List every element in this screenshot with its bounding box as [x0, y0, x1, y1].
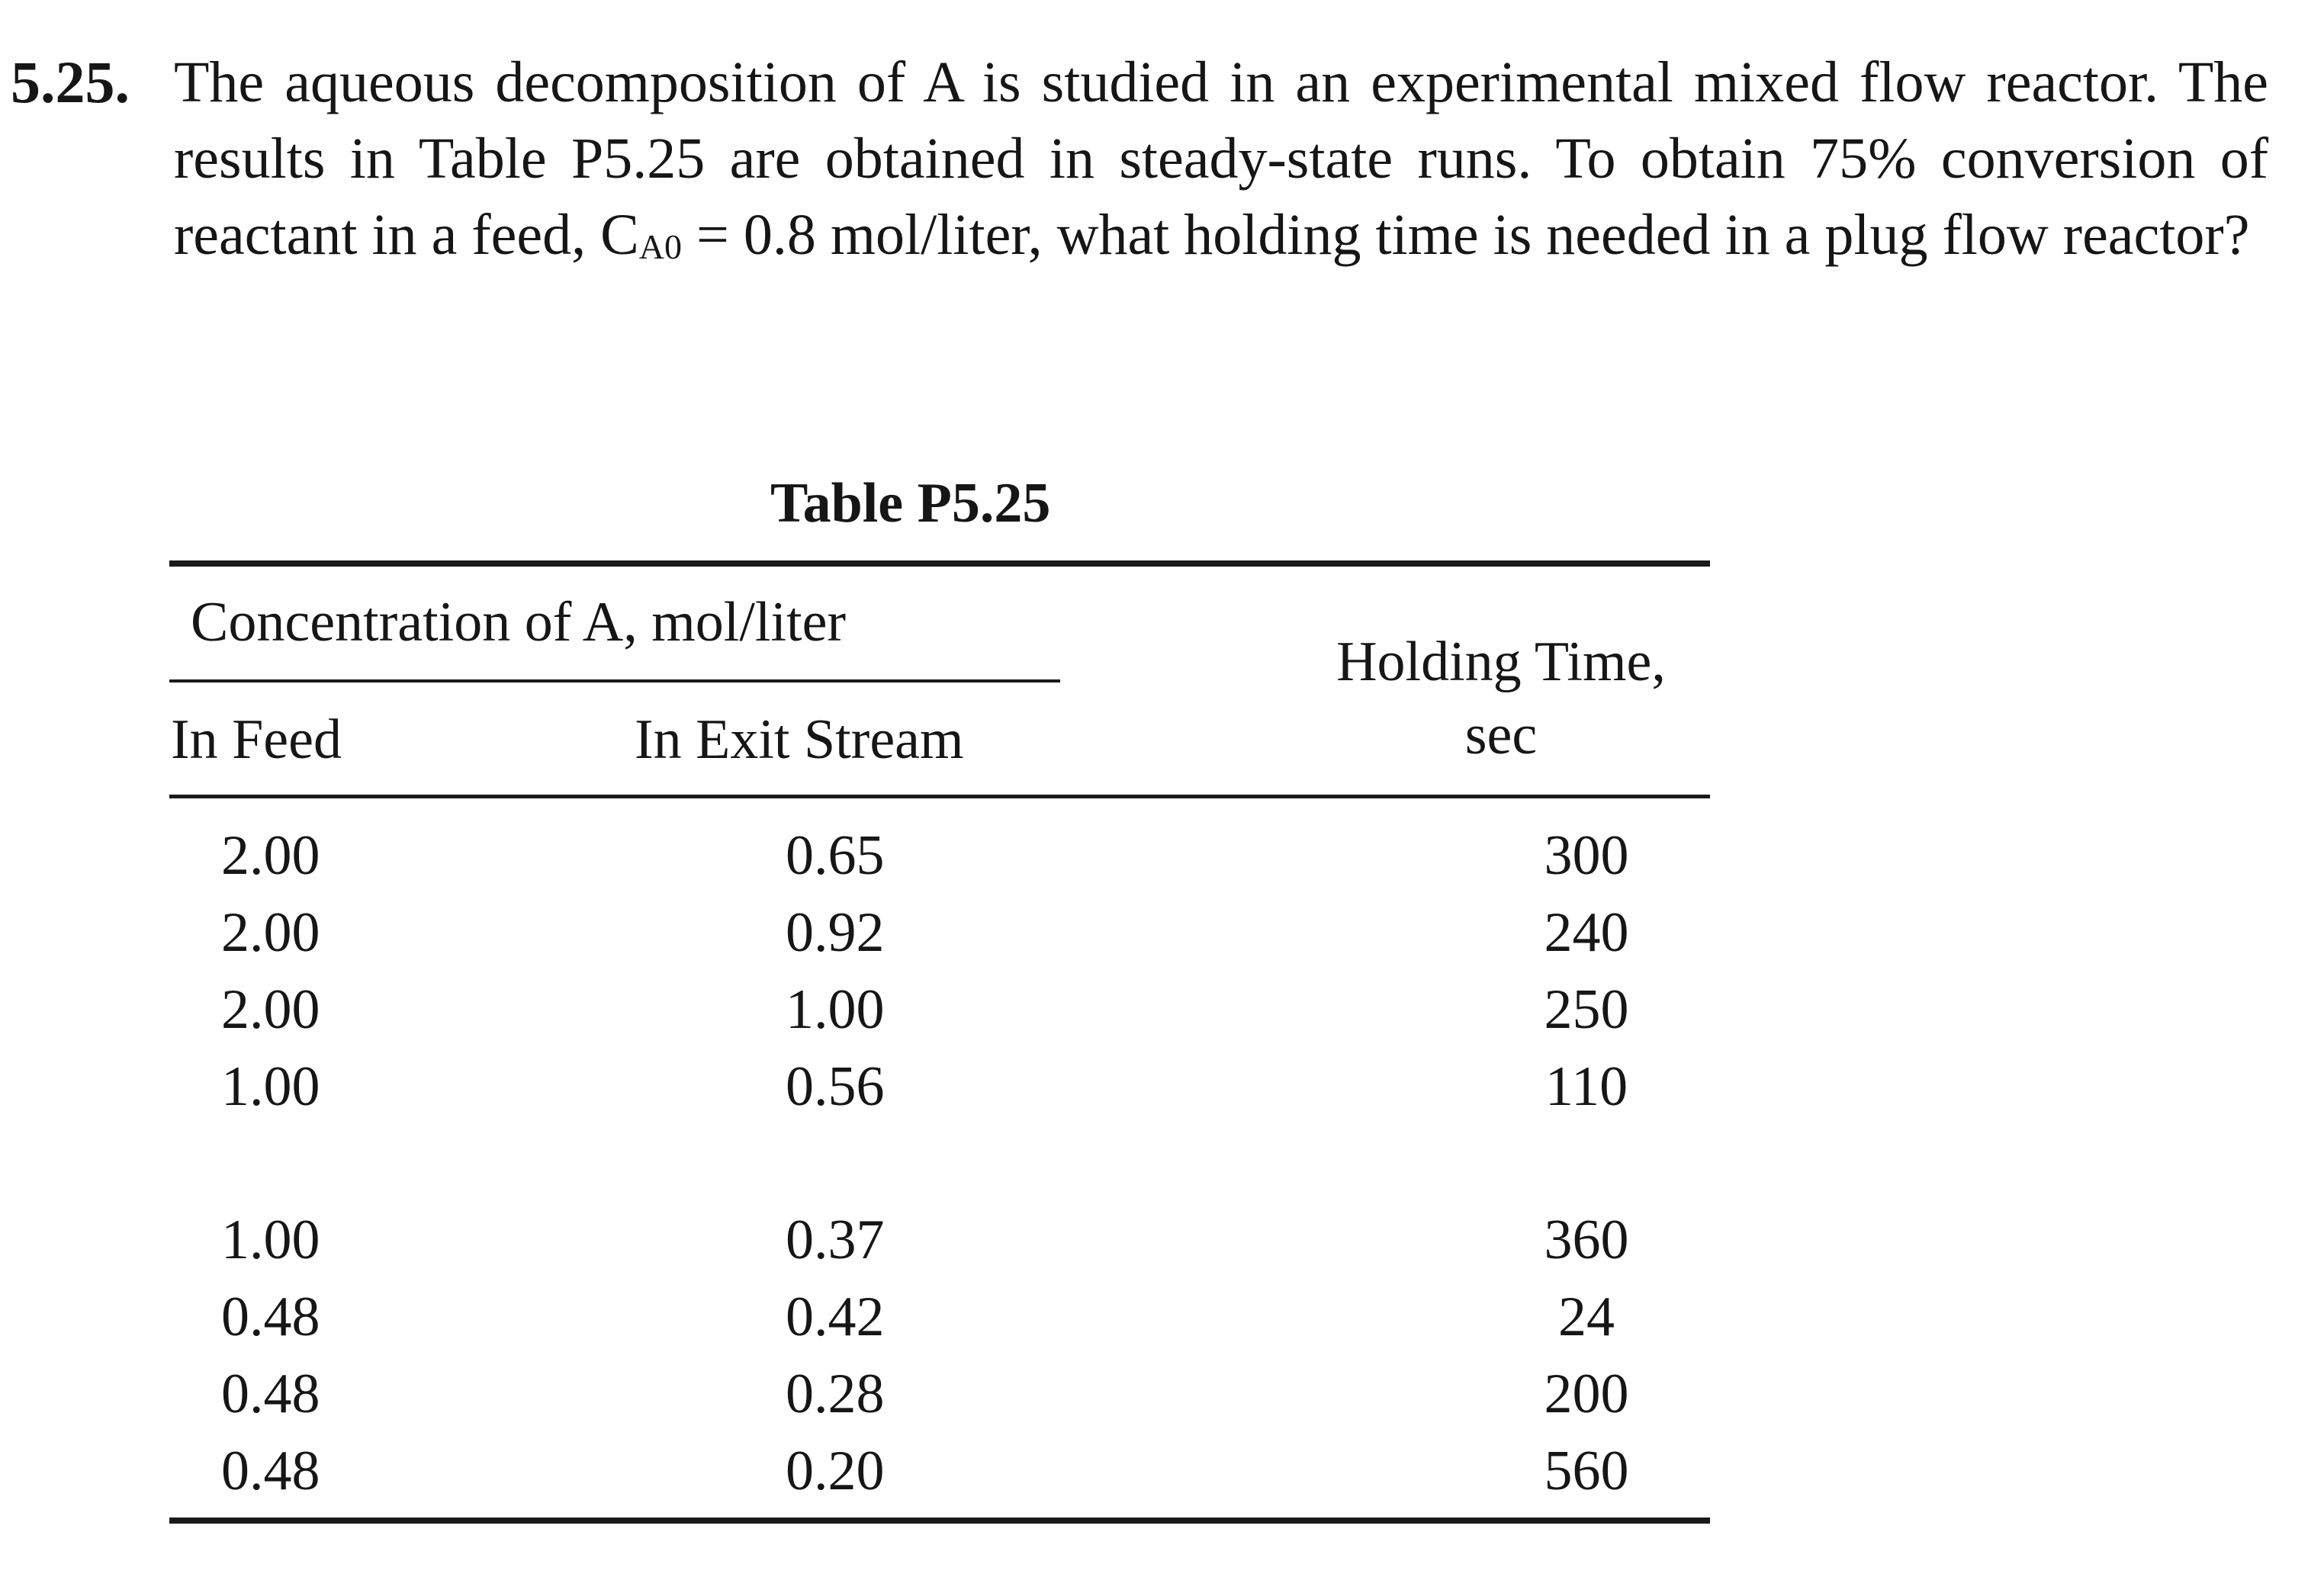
cell-feed: 2.00: [221, 978, 320, 1041]
cell-feed: 0.48: [221, 1440, 320, 1502]
problem-text-end: = 0.8 mol/liter, what holding time is needed in a plug flow reactor?: [682, 203, 2250, 267]
cell-time: 110: [1545, 1055, 1628, 1118]
column-header-feed: In Feed: [171, 708, 342, 771]
column-header-exit-stream: In Exit Stream: [635, 708, 964, 771]
cell-exit: 0.56: [786, 1055, 885, 1118]
cell-feed: 2.00: [221, 901, 320, 964]
concentration-group-header: Concentration of A, mol/liter: [191, 591, 847, 654]
cell-time: 24: [1558, 1286, 1615, 1348]
table-row: [169, 1433, 1710, 1510]
cell-exit: 0.37: [786, 1209, 885, 1271]
table-row: [169, 972, 1710, 1049]
cell-time: 240: [1544, 901, 1629, 964]
table-row: [169, 817, 1710, 894]
cell-time: 360: [1544, 1209, 1629, 1271]
group-header-rule: [169, 679, 1060, 682]
concentration-subscript: A0: [638, 227, 683, 266]
cell-time: 300: [1544, 824, 1629, 887]
holding-time-unit: sec: [1464, 704, 1538, 766]
table-top-rule: [169, 560, 1710, 567]
problem-text: [174, 44, 2268, 285]
table-bottom-rule: [169, 1518, 1710, 1524]
table-caption: Table P5.25: [770, 472, 1051, 535]
table-row: [169, 1356, 1710, 1433]
table-row: [169, 1279, 1710, 1356]
cell-feed: 1.00: [221, 1055, 320, 1118]
table-row: [169, 1202, 1710, 1279]
table-row: [169, 1049, 1710, 1126]
header-bottom-rule: [169, 795, 1710, 798]
holding-time-label: Holding Time,: [1336, 631, 1666, 693]
cell-feed: 0.48: [221, 1363, 320, 1425]
table-body: [169, 817, 1710, 1510]
problem-number: 5.25.: [11, 49, 130, 115]
cell-time: 560: [1544, 1440, 1629, 1502]
cell-time: 200: [1544, 1363, 1629, 1425]
cell-feed: 1.00: [221, 1209, 320, 1271]
cell-exit: 0.65: [786, 824, 885, 887]
cell-exit: 0.28: [786, 1363, 885, 1425]
cell-exit: 0.42: [786, 1286, 885, 1348]
cell-exit: 1.00: [786, 978, 885, 1041]
cell-feed: 0.48: [221, 1286, 320, 1348]
cell-feed: 2.00: [221, 824, 320, 887]
cell-exit: 0.92: [786, 901, 885, 964]
problem-text-main: The aqueous decomposition of A is studied in an experimental mixed flow reactor. The results in Table P5.25 are obtained in steady-state runs. To obtain 75% conversion of reactant in a feed, C: [174, 50, 2268, 267]
cell-time: 250: [1544, 978, 1629, 1041]
cell-exit: 0.20: [786, 1440, 885, 1502]
table-row: [169, 894, 1710, 972]
column-header-holding-time: [1272, 625, 1730, 772]
